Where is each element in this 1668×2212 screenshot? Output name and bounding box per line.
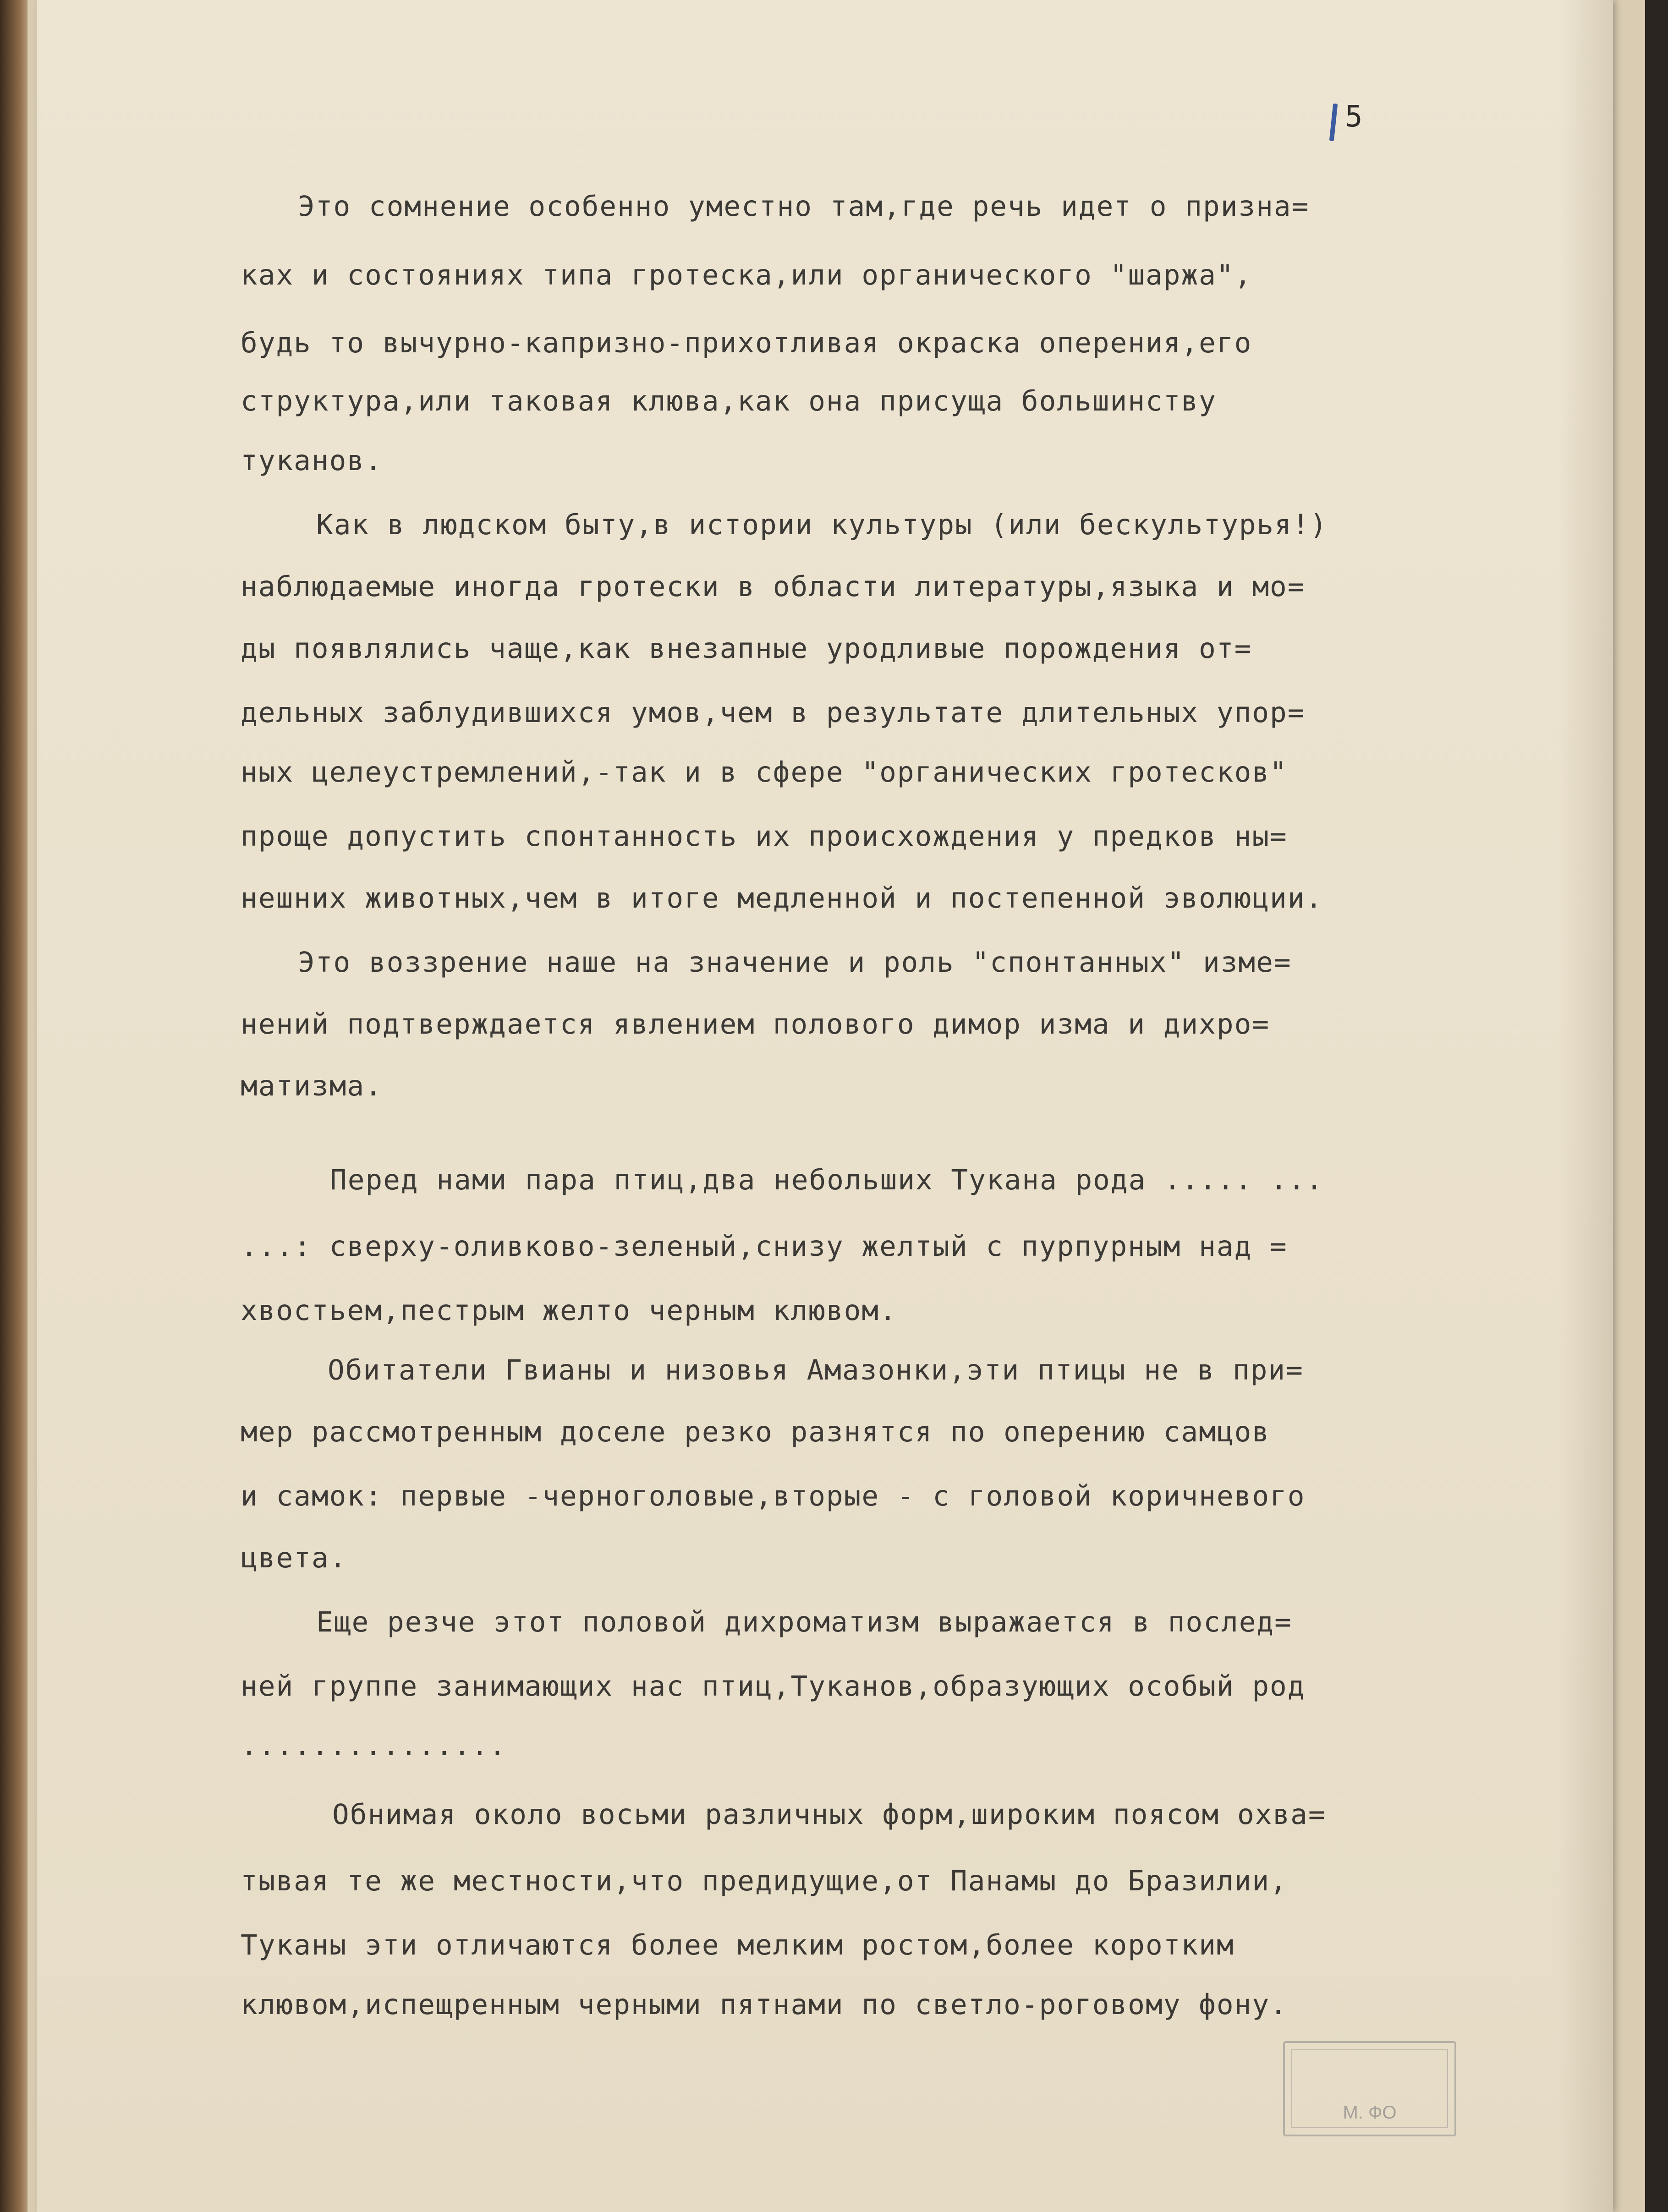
archive-stamp [1283,2041,1456,2136]
text-line: ней группе занимающих нас птиц,Туканов,образующих особый род [241,1670,1306,1703]
text-line: ках и состояниях типа гротеска,или органического "шаржа", [241,259,1252,291]
text-line: мер рассмотренным доселе резко разнятся по оперению самцов [241,1416,1270,1448]
text-line: тывая те же местности,что предидущие,от Панамы до Бразилии, [241,1865,1288,1897]
text-line: Еще резче этот половой дихроматизм выражается в послед= [316,1606,1292,1638]
stamp-text: М. ФО [1343,2102,1397,2123]
text-line: и самок: первые -черноголовые,вторые - с головой коричневого [241,1480,1306,1512]
text-line: Туканы эти отличаются более мелким ростом,более коротким [241,1929,1235,1961]
text-line: Перед нами пара птиц,два небольших Тукана рода ..... ... [330,1164,1324,1196]
text-line: ............... [241,1730,507,1762]
text-line: хвостьем,пестрым желто черным клювом. [241,1294,897,1327]
text-line: Обитатели Гвианы и низовья Амазонки,эти птицы не в при= [328,1354,1304,1386]
page-edge-shadow [1558,0,1613,2212]
text-line: структура,или таковая клюва,как она присуща большинству [241,385,1217,417]
text-line: наблюдаемые иногда гротески в области литературы,языка и мо= [241,570,1306,603]
text-line: ...: сверху-оливково-зеленый,снизу желтый с пурпурным над = [241,1230,1288,1263]
text-line: проще допустить спонтанность их происхождения у предков ны= [241,820,1288,853]
page-number: 5 [1345,100,1363,134]
text-line: клювом,испещренным черными пятнами по светло-роговому фону. [241,1988,1288,2021]
text-line: Это воззрение наше на значение и роль "спонтанных" изме= [298,946,1292,979]
text-line: нешних животных,чем в итоге медленной и постепенной эволюции. [241,882,1323,914]
text-line: ды появлялись чаще,как внезапные уродливые порождения от= [241,632,1252,665]
text-line: туканов. [241,444,383,477]
text-line: цвета. [241,1542,347,1574]
text-line: будь то вычурно-капризно-прихотливая окраска оперения,его [241,327,1252,359]
text-line: Обнимая около восьми различных форм,широким поясом охва= [332,1798,1326,1831]
text-line: ных целеустремлений,-так и в сфере "органических гротесков" [241,756,1288,788]
text-line: нений подтверждается явлением полового димор изма и дихро= [241,1008,1270,1040]
text-line: Это сомнение особенно уместно там,где речь идет о призна= [298,190,1310,223]
text-line: матизма. [241,1070,383,1102]
text-line: дельных заблудившихся умов,чем в результате длительных упор= [241,696,1306,729]
text-line: Как в людском быту,в истории культуры (или бескультурья!) [316,509,1328,541]
